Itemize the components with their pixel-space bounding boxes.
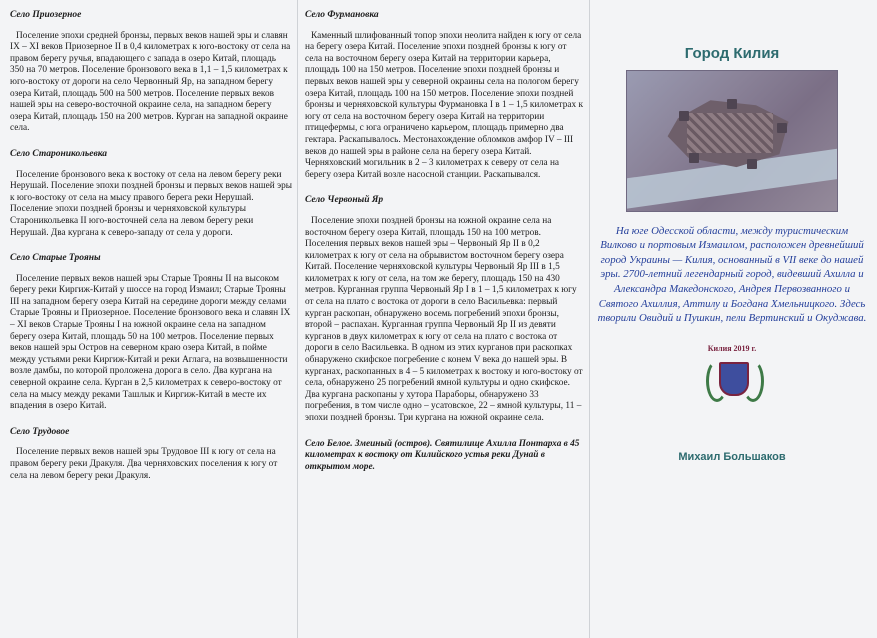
closing-note: Село Белое. Змеиный (остров). Святилище Ахилла Понтарха в 45 километрах к востоку от Килийского устья реки Дунай в открытом море. [305, 438, 580, 472]
section-title: Село Трудовое [10, 426, 70, 437]
section-staronikolaevka [10, 149, 292, 239]
section-title: Село Червоный Яр [305, 195, 384, 206]
section-body: Каменный шлифованный топор эпохи неолита найден к югу от села на берегу озера Китай. Поселение эпохи поздней бронзы к югу от села на восточном берегу озера Китай на территории карьера, площадь 100 на 150 метров. Поселение эпохи поздней бронзы и первых веков нашей эры у северной окраины села на пологом берегу озера Китай, площадь 100 на 150 метров. Поселение эпохи поздней бронзы и черняховской культуры Фурмановка I в 1 – 1,5 километрах к югу от села на восточном берегу озера Китай на территории птицефермы, с юга ограничено карьером, площадь примерно два гектара. Раскапывалось. Местонахождение обломков амфор IV – III веков до нашей эры в районе села на берегу озера Китай. Черняховский могильник в 2 – 3 километрах к северу от села на берегу озера Китай возле насосной станции. Раскапывался. [305, 30, 583, 180]
section-body: Поселение эпохи поздней бронзы на южной окраине села на восточном берегу озера Китай, площадь 150 на 100 метров. Поселения первых веков нашей эры – Червоный Яр II в 0,2 километрах к югу от села на обрывистом восточном берегу озера Китай. Поселение черняховской культуры Червоный Яр III в 1,5 километрах к югу от села, на том же берегу, площадь 150 на 430 метров. Курганная группа Червоный Яр I в 1 – 1,5 километрах к югу от села на плато с востока от дороги в село Васильевка: первый курган раскопан, обнаружено восемь погребений эпохи бронзы, второй – распахан. Курганная группа Червоный Яр II из девяти курганов в двух километрах к югу от села на плато с востока от дороги в село Васильевка. В одном из этих курганов при раскопках обнаружено скифское погребение с конем V века до нашей эры. В курганах, раскопанных в 4 – 5 километрах к востоку и юго-востоку от села, обнаружено 25 погребений ямной культуры и одно скифское. Два кургана раскопаны у хутора Параборы, обнаружено 33 погребения, в том числе одно – усатовское, 22 – ямной культуры, 11 – эпохи поздней бронзы. Три кургана на южной окраине села. [305, 215, 583, 423]
column-1 [10, 10, 292, 496]
author-name: Михаил Большаков [678, 450, 786, 463]
fortress-illustration [626, 70, 838, 212]
section-title: Село Приозерное [10, 10, 82, 20]
section-body: Поселение первых веков нашей эры Старые Трояны II на высоком берегу реки Киргиж-Китай у шоссе на город Измаил; Старые Трояны III на западном берегу озера Китай на середине дороги между селами Старые Трояны и Приозерное. Поселение бронзового века и славян IX – XI веков Старые Трояны I на южной окраине села на западном берегу озера Китай, площадь 50 на 100 метров. Поселение первых веков нашей эры Остров на северном краю озера Китай, в пойме между устьями реки Киргиж-Китай и реки Аглага, на возвышенности возле дамбы, по которой проложена дорога в село. Два кургана на северной окраине села. Курган в 2,5 километрах к северо-востоку от села на мысу между реками Ташлык и Киргиж-Китай в месте их впадения в озеро Китай. [10, 273, 291, 412]
section-chervony-yar [305, 195, 583, 424]
anniversary-emblem-icon [692, 342, 772, 404]
cover-panel [597, 10, 867, 463]
section-stare-troyany [10, 253, 292, 413]
section-title: Село Старые Трояны [10, 253, 101, 264]
cover-intro: На юге Одесской области, между туристическим Вилково и портовым Измаилом, расположен древнейший город Украины — Килия, основанный в VII веке до нашей эры. 2700-летний легендарный город, видевший Ахилла и Александра Македонского, Андрея Первозванного и Святого Ахиллия, Аттилу и Богдана Хмельницкого. Здесь творили Овидий и Пушкин, пели Вертинский и Окуджава. [597, 224, 867, 325]
emblem-text: Килия 2019 г. [707, 343, 757, 353]
fold-line-1 [297, 0, 298, 638]
column-2 [305, 10, 583, 473]
cover-title: Город Килия [684, 45, 780, 62]
section-body: Поселение эпохи средней бронзы, первых веков нашей эры и славян IX – XI веков Приозерное II в 0,4 километрах к юго-востоку от села на правом берегу ручья, впадающего с запада в озеро Китай, площадь 350 на 70 метров. Поселение бронзового века в 1,1 – 1,5 километрах к юго-востоку от дороги на село Червонный Яр, на западном берегу озера Китай, площадь 500 на 500 метров. Поселение первых веков нашей эры на северо-восточной окраине села, на западном берегу озера Китай, площадь 150 на 200 метров. Курган на западной окраине села. [10, 30, 291, 134]
section-body: Поселение первых веков нашей эры Трудовое III к югу от села на правом берегу реки Дракуля. Два черняховских поселения к югу от села на левом берегу реки Дракуля. [10, 447, 278, 481]
section-furmanovka [305, 10, 583, 181]
section-trudovoe [10, 427, 292, 482]
section-priozernoe [10, 10, 292, 135]
section-body: Поселение бронзового века к востоку от села на левом берегу реки Нерушай. Поселение эпохи поздней бронзы и первых веков нашей эры к юго-востоку от села на мысу правого берега реки Нерушай. Поселение эпохи поздней бронзы и черняховской культуры Староникольевка II юго-восточней села на левом берегу реки Нерушай. Два кургана к северо-западу от села у дороги. [10, 169, 292, 238]
section-title: Село Фурмановка [305, 10, 379, 20]
section-title: Село Староникольевка [10, 148, 108, 159]
fold-line-2 [589, 0, 590, 638]
